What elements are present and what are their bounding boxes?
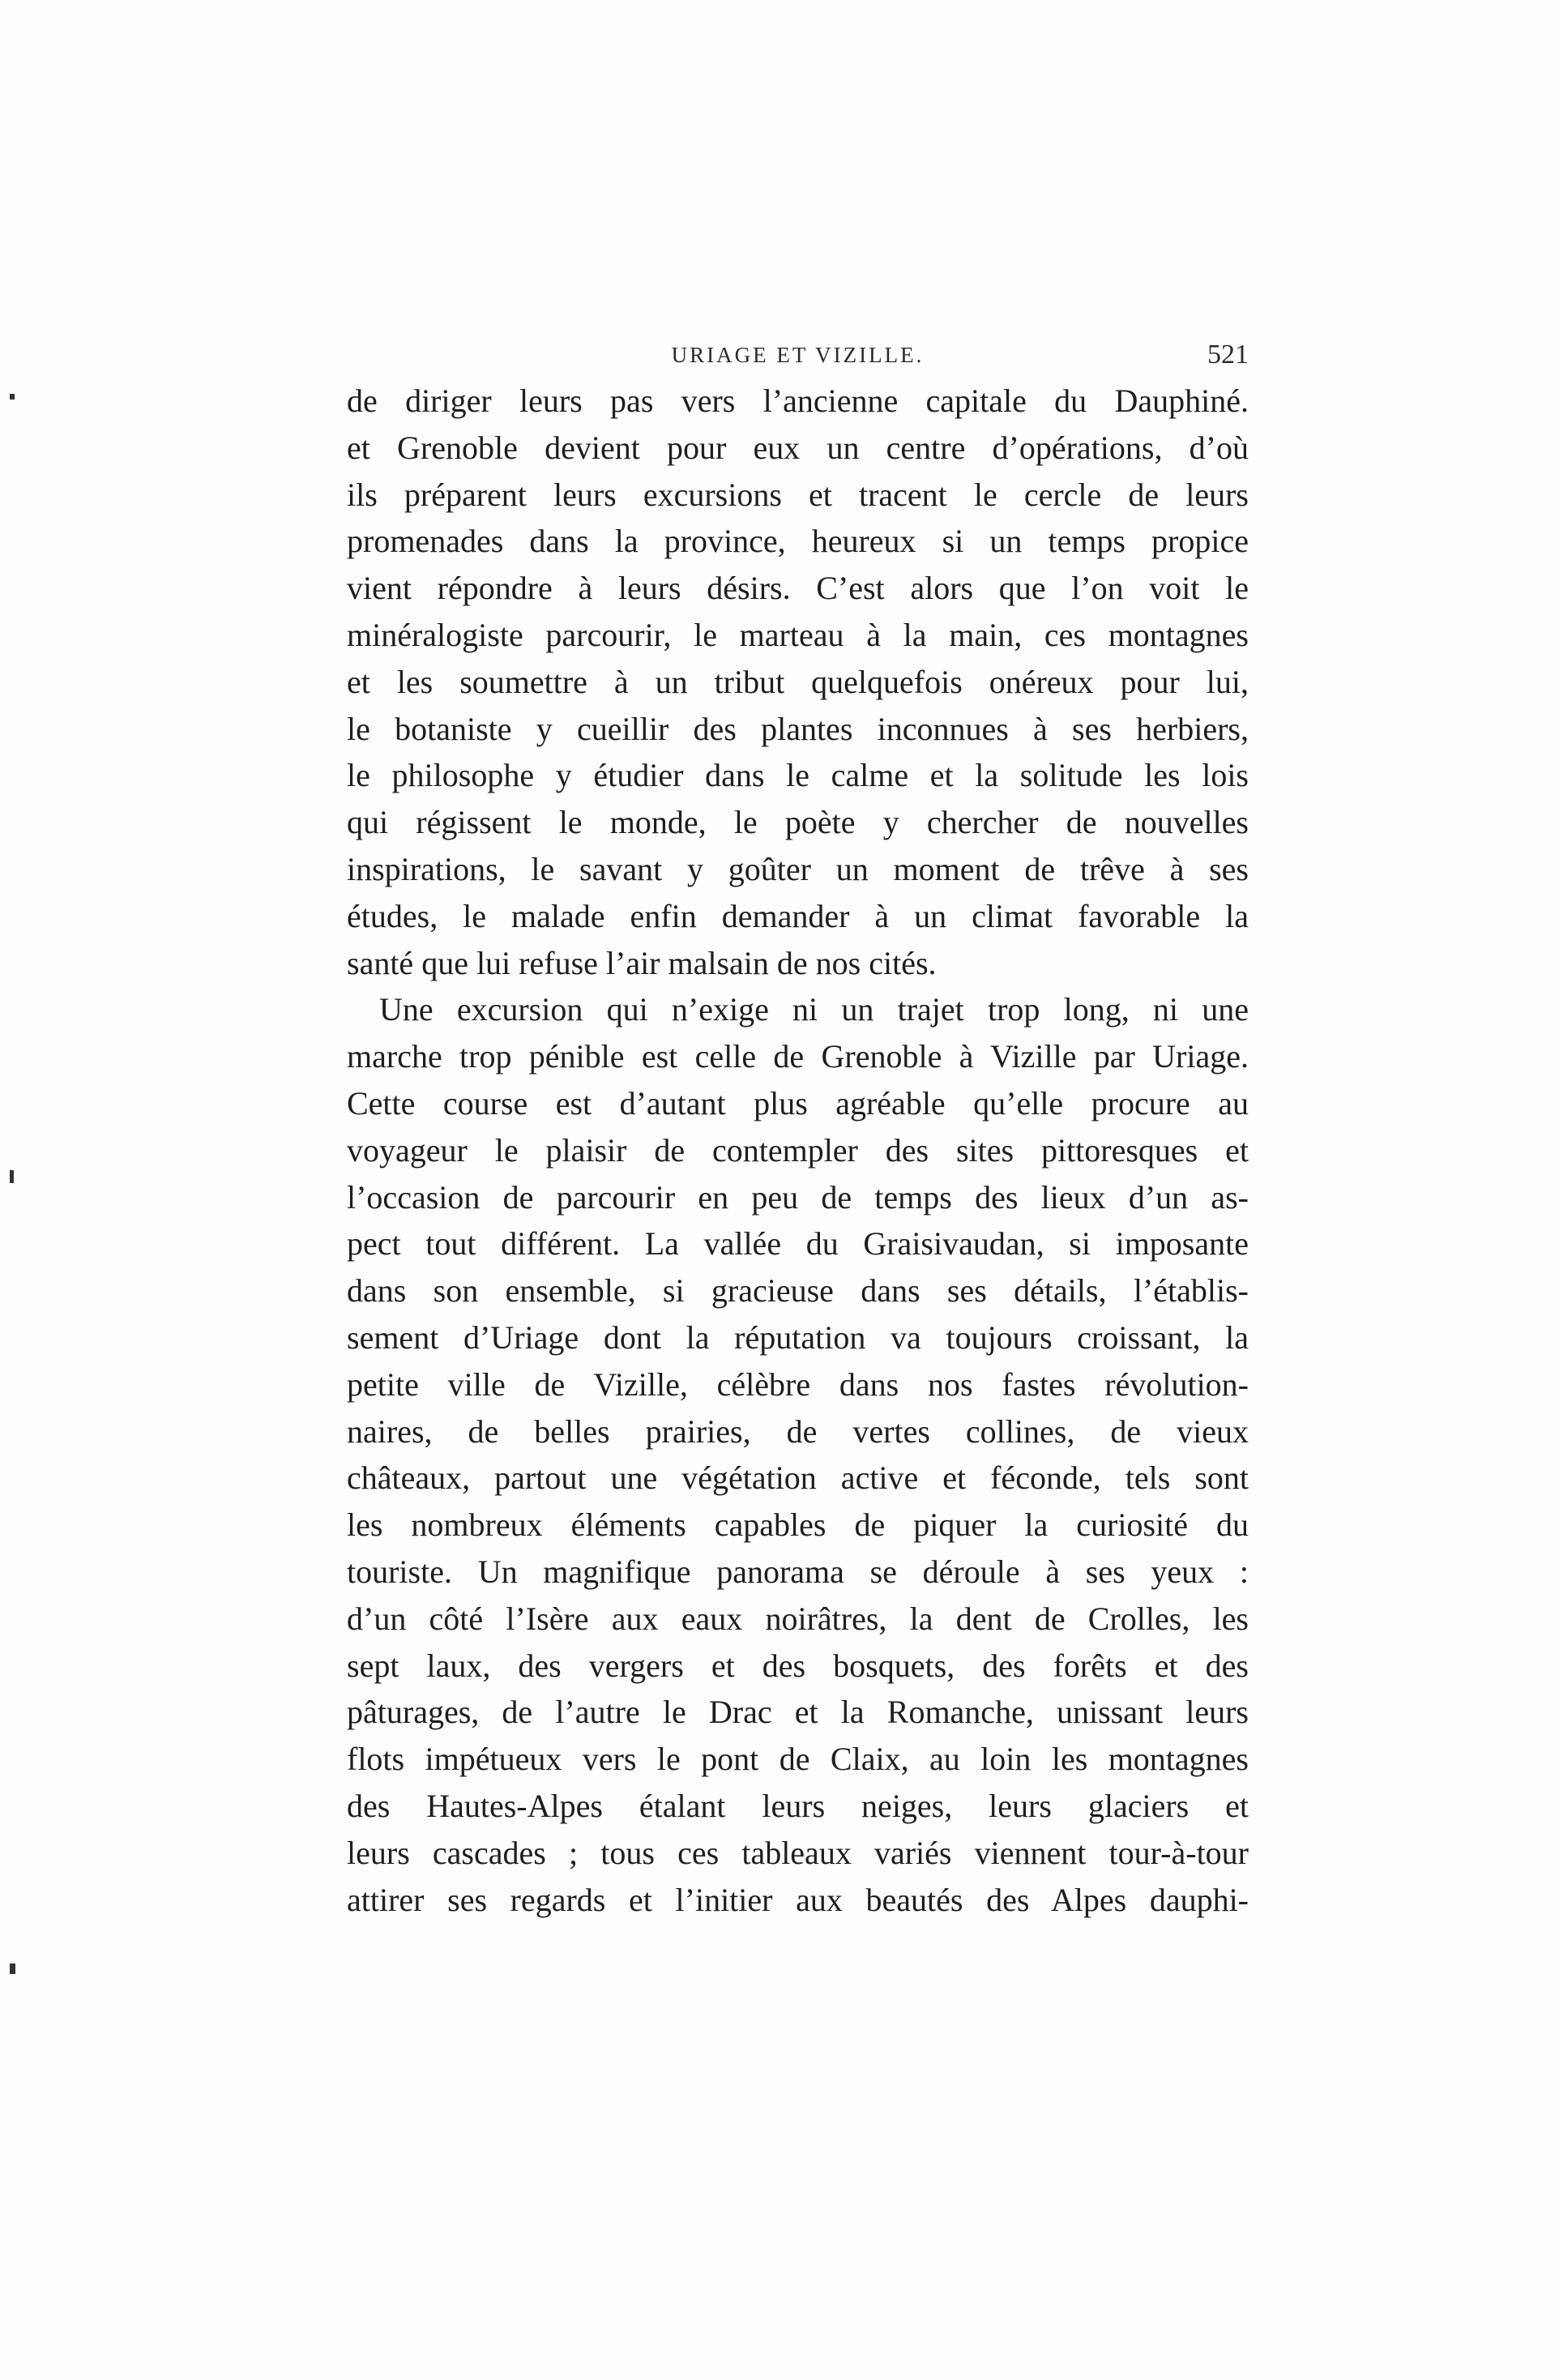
text-line: inspirations, le savant y goûter un moment de trêve à ses: [347, 850, 1249, 887]
text-line: pâturages, de l’autre le Drac et la Romanche, unissant leurs: [347, 1694, 1249, 1731]
page-number: 521: [1207, 340, 1249, 370]
text-line: de diriger leurs pas vers l’ancienne capitale du Dauphiné.: [347, 382, 1249, 419]
scan-mark: [10, 1963, 15, 1974]
text-line: et Grenoble devient pour eux un centre d’opérations, d’où: [347, 429, 1249, 466]
text-line: études, le malade enfin demander à un climat favorable la: [347, 897, 1249, 934]
body-text: [347, 378, 1249, 1923]
text-line: dans son ensemble, si gracieuse dans ses détails, l’établis-: [347, 1272, 1249, 1310]
text-line: voyageur le plaisir de contempler des sites pittoresques et: [347, 1131, 1249, 1169]
paragraph-start-line: Une excursion qui n’exige ni un trajet trop long, ni une: [379, 991, 1249, 1028]
running-header: [347, 331, 1249, 379]
text-line: le philosophe y étudier dans le calme et la solitude les lois: [347, 757, 1249, 794]
text-line: minéralogiste parcourir, le marteau à la main, ces montagnes: [347, 616, 1249, 653]
text-line: des Hautes-Alpes étalant leurs neiges, leurs glaciers et: [347, 1787, 1249, 1824]
text-line: vient répondre à leurs désirs. C’est alors que l’on voit le: [347, 570, 1249, 607]
text-line: naires, de belles prairies, de vertes collines, de vieux: [347, 1412, 1249, 1450]
text-line: et les soumettre à un tribut quelquefois onéreux pour lui,: [347, 663, 1249, 700]
text-line: Cette course est d’autant plus agréable qu’elle procure au: [347, 1084, 1249, 1122]
text-line: flots impétueux vers le pont de Claix, au loin les montagnes: [347, 1741, 1249, 1778]
text-line: santé que lui refuse l’air malsain de nos cités.: [347, 944, 937, 981]
text-line: les nombreux éléments capables de piquer la curiosité du: [347, 1506, 1249, 1544]
text-line: promenades dans la province, heureux si un temps propice: [347, 523, 1249, 560]
text-line: sept laux, des vergers et des bosquets, des forêts et des: [347, 1647, 1249, 1684]
scan-mark: [10, 1170, 14, 1183]
text-line: petite ville de Vizille, célèbre dans nos fastes révolution-: [347, 1365, 1249, 1403]
running-title: URIAGE ET VIZILLE.: [671, 343, 925, 367]
text-line: l’occasion de parcourir en peu de temps des lieux d’un as-: [347, 1178, 1249, 1216]
text-line: sement d’Uriage dont la réputation va toujours croissant, la: [347, 1318, 1249, 1356]
text-line: le botaniste y cueillir des plantes inconnues à ses herbiers,: [347, 710, 1249, 747]
text-line: qui régissent le monde, le poète y chercher de nouvelles: [347, 804, 1249, 841]
text-line: touriste. Un magnifique panorama se déroule à ses yeux :: [347, 1553, 1249, 1590]
text-line: châteaux, partout une végétation active et féconde, tels sont: [347, 1459, 1249, 1497]
text-line: pect tout différent. La vallée du Graisivaudan, si imposante: [347, 1225, 1249, 1263]
text-line: marche trop pénible est celle de Grenoble à Vizille par Uriage.: [347, 1038, 1249, 1075]
text-line: ils préparent leurs excursions et tracent le cercle de leurs: [347, 476, 1249, 513]
scan-mark: [10, 394, 15, 400]
text-line: attirer ses regards et l’initier aux beautés des Alpes dauphi-: [347, 1881, 1249, 1918]
text-line: leurs cascades ; tous ces tableaux variés viennent tour-à-tour: [347, 1834, 1249, 1871]
text-line: d’un côté l’Isère aux eaux noirâtres, la dent de Crolles, les: [347, 1600, 1249, 1637]
